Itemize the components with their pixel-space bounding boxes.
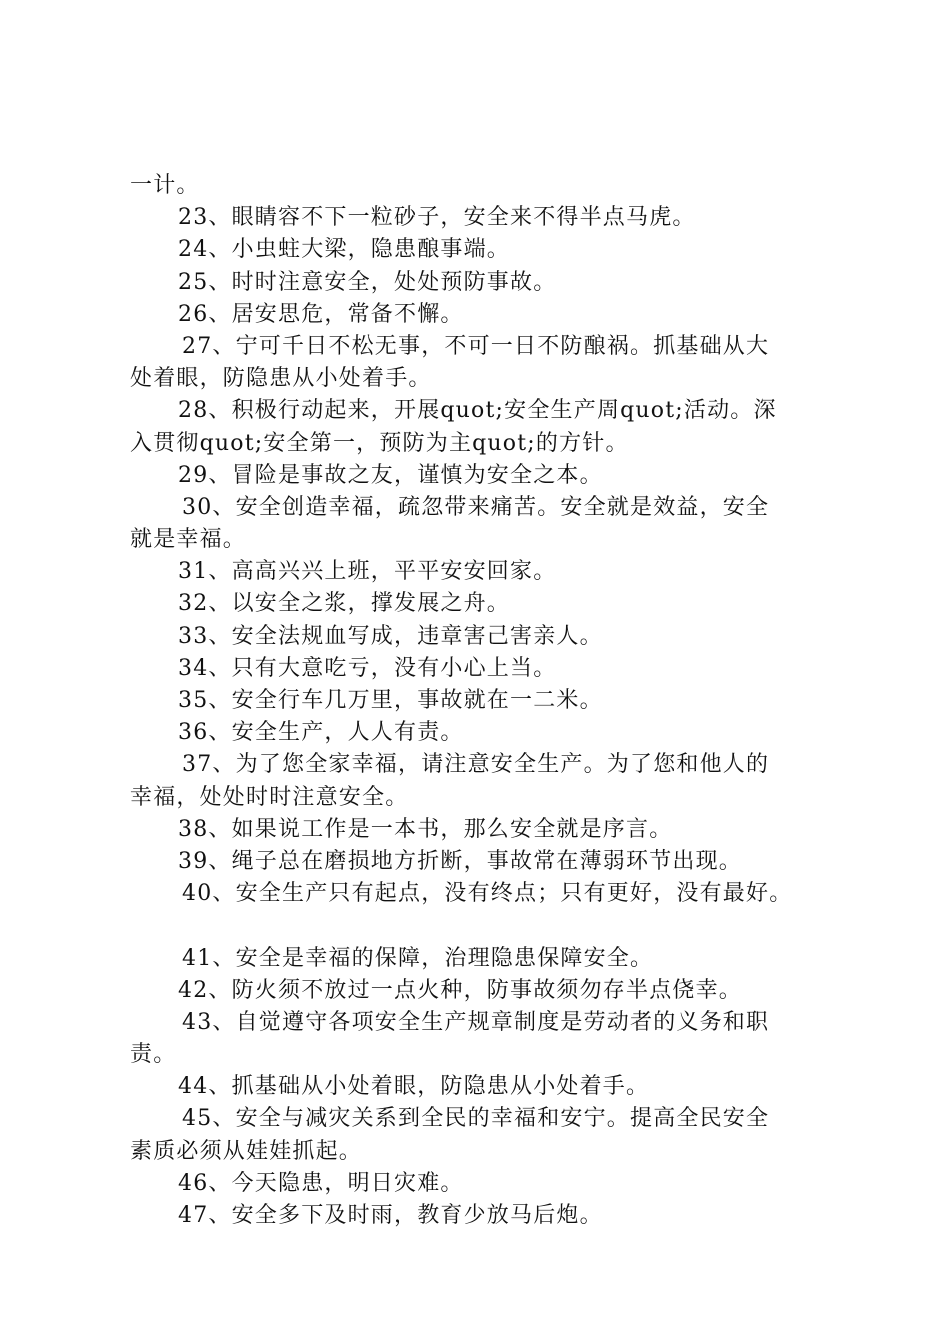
slogan-43-continued: 责。 [130, 1042, 177, 1068]
slogan-37-continued: 幸福，处处时时注意安全。 [130, 784, 409, 810]
slogan-45: 45、安全与减灾关系到全民的幸福和安宁。提高全民安全 [182, 1106, 770, 1132]
slogan-33: 33、安全法规血写成，违章害己害亲人。 [178, 623, 603, 649]
text-line: 一计。 [130, 173, 200, 198]
slogan-27: 27、宁可千日不松无事，不可一日不防酿祸。抓基础从大 [182, 333, 770, 359]
slogan-23: 23、眼睛容不下一粒砂子，安全来不得半点马虎。 [178, 205, 696, 231]
slogan-24: 24、小虫蛀大梁，隐患酿事端。 [178, 237, 510, 263]
slogan-39: 39、绳子总在磨损地方折断，事故常在薄弱环节出现。 [178, 848, 742, 874]
slogan-30-continued: 就是幸福。 [130, 527, 247, 553]
paragraph-gap [130, 910, 850, 942]
slogan-30: 30、安全创造幸福，疏忽带来痛苦。安全就是效益，安全 [182, 494, 770, 520]
document-body [130, 170, 850, 1232]
slogan-28: 28、积极行动起来，开展quot;安全生产周quot;活动。深 [178, 398, 777, 424]
slogan-43: 43、自觉遵守各项安全生产规章制度是劳动者的义务和职 [182, 1009, 770, 1035]
slogan-31: 31、高高兴兴上班，平平安安回家。 [178, 559, 557, 585]
slogan-27-continued: 处着眼，防隐患从小处着手。 [130, 366, 432, 392]
slogan-28-continued: 入贯彻quot;安全第一，预防为主quot;的方针。 [130, 430, 629, 456]
slogan-44: 44、抓基础从小处着眼，防隐患从小处着手。 [178, 1074, 650, 1100]
slogan-25: 25、时时注意安全，处处预防事故。 [178, 269, 557, 295]
slogan-37: 37、为了您全家幸福，请注意安全生产。为了您和他人的 [182, 752, 770, 778]
slogan-38: 38、如果说工作是一本书，那么安全就是序言。 [178, 816, 673, 842]
slogan-45-continued: 素质必须从娃娃抓起。 [130, 1138, 363, 1164]
slogan-36: 36、安全生产，人人有责。 [178, 720, 464, 746]
slogan-29: 29、冒险是事故之友，谨慎为安全之本。 [178, 462, 603, 488]
slogan-46: 46、今天隐患，明日灾难。 [178, 1170, 464, 1196]
slogan-41: 41、安全是幸福的保障，治理隐患保障安全。 [182, 945, 654, 971]
slogan-32: 32、以安全之浆，撑发展之舟。 [178, 591, 510, 617]
slogan-26: 26、居安思危，常备不懈。 [178, 301, 464, 327]
slogan-47: 47、安全多下及时雨，教育少放马后炮。 [178, 1203, 603, 1228]
slogan-34: 34、只有大意吃亏，没有小心上当。 [178, 655, 557, 681]
slogan-42: 42、防火须不放过一点火种，防事故须勿存半点侥幸。 [178, 977, 742, 1003]
slogan-35: 35、安全行车几万里，事故就在一二米。 [178, 688, 603, 713]
slogan-40: 40、安全生产只有起点，没有终点；只有更好，没有最好。 [182, 881, 793, 907]
